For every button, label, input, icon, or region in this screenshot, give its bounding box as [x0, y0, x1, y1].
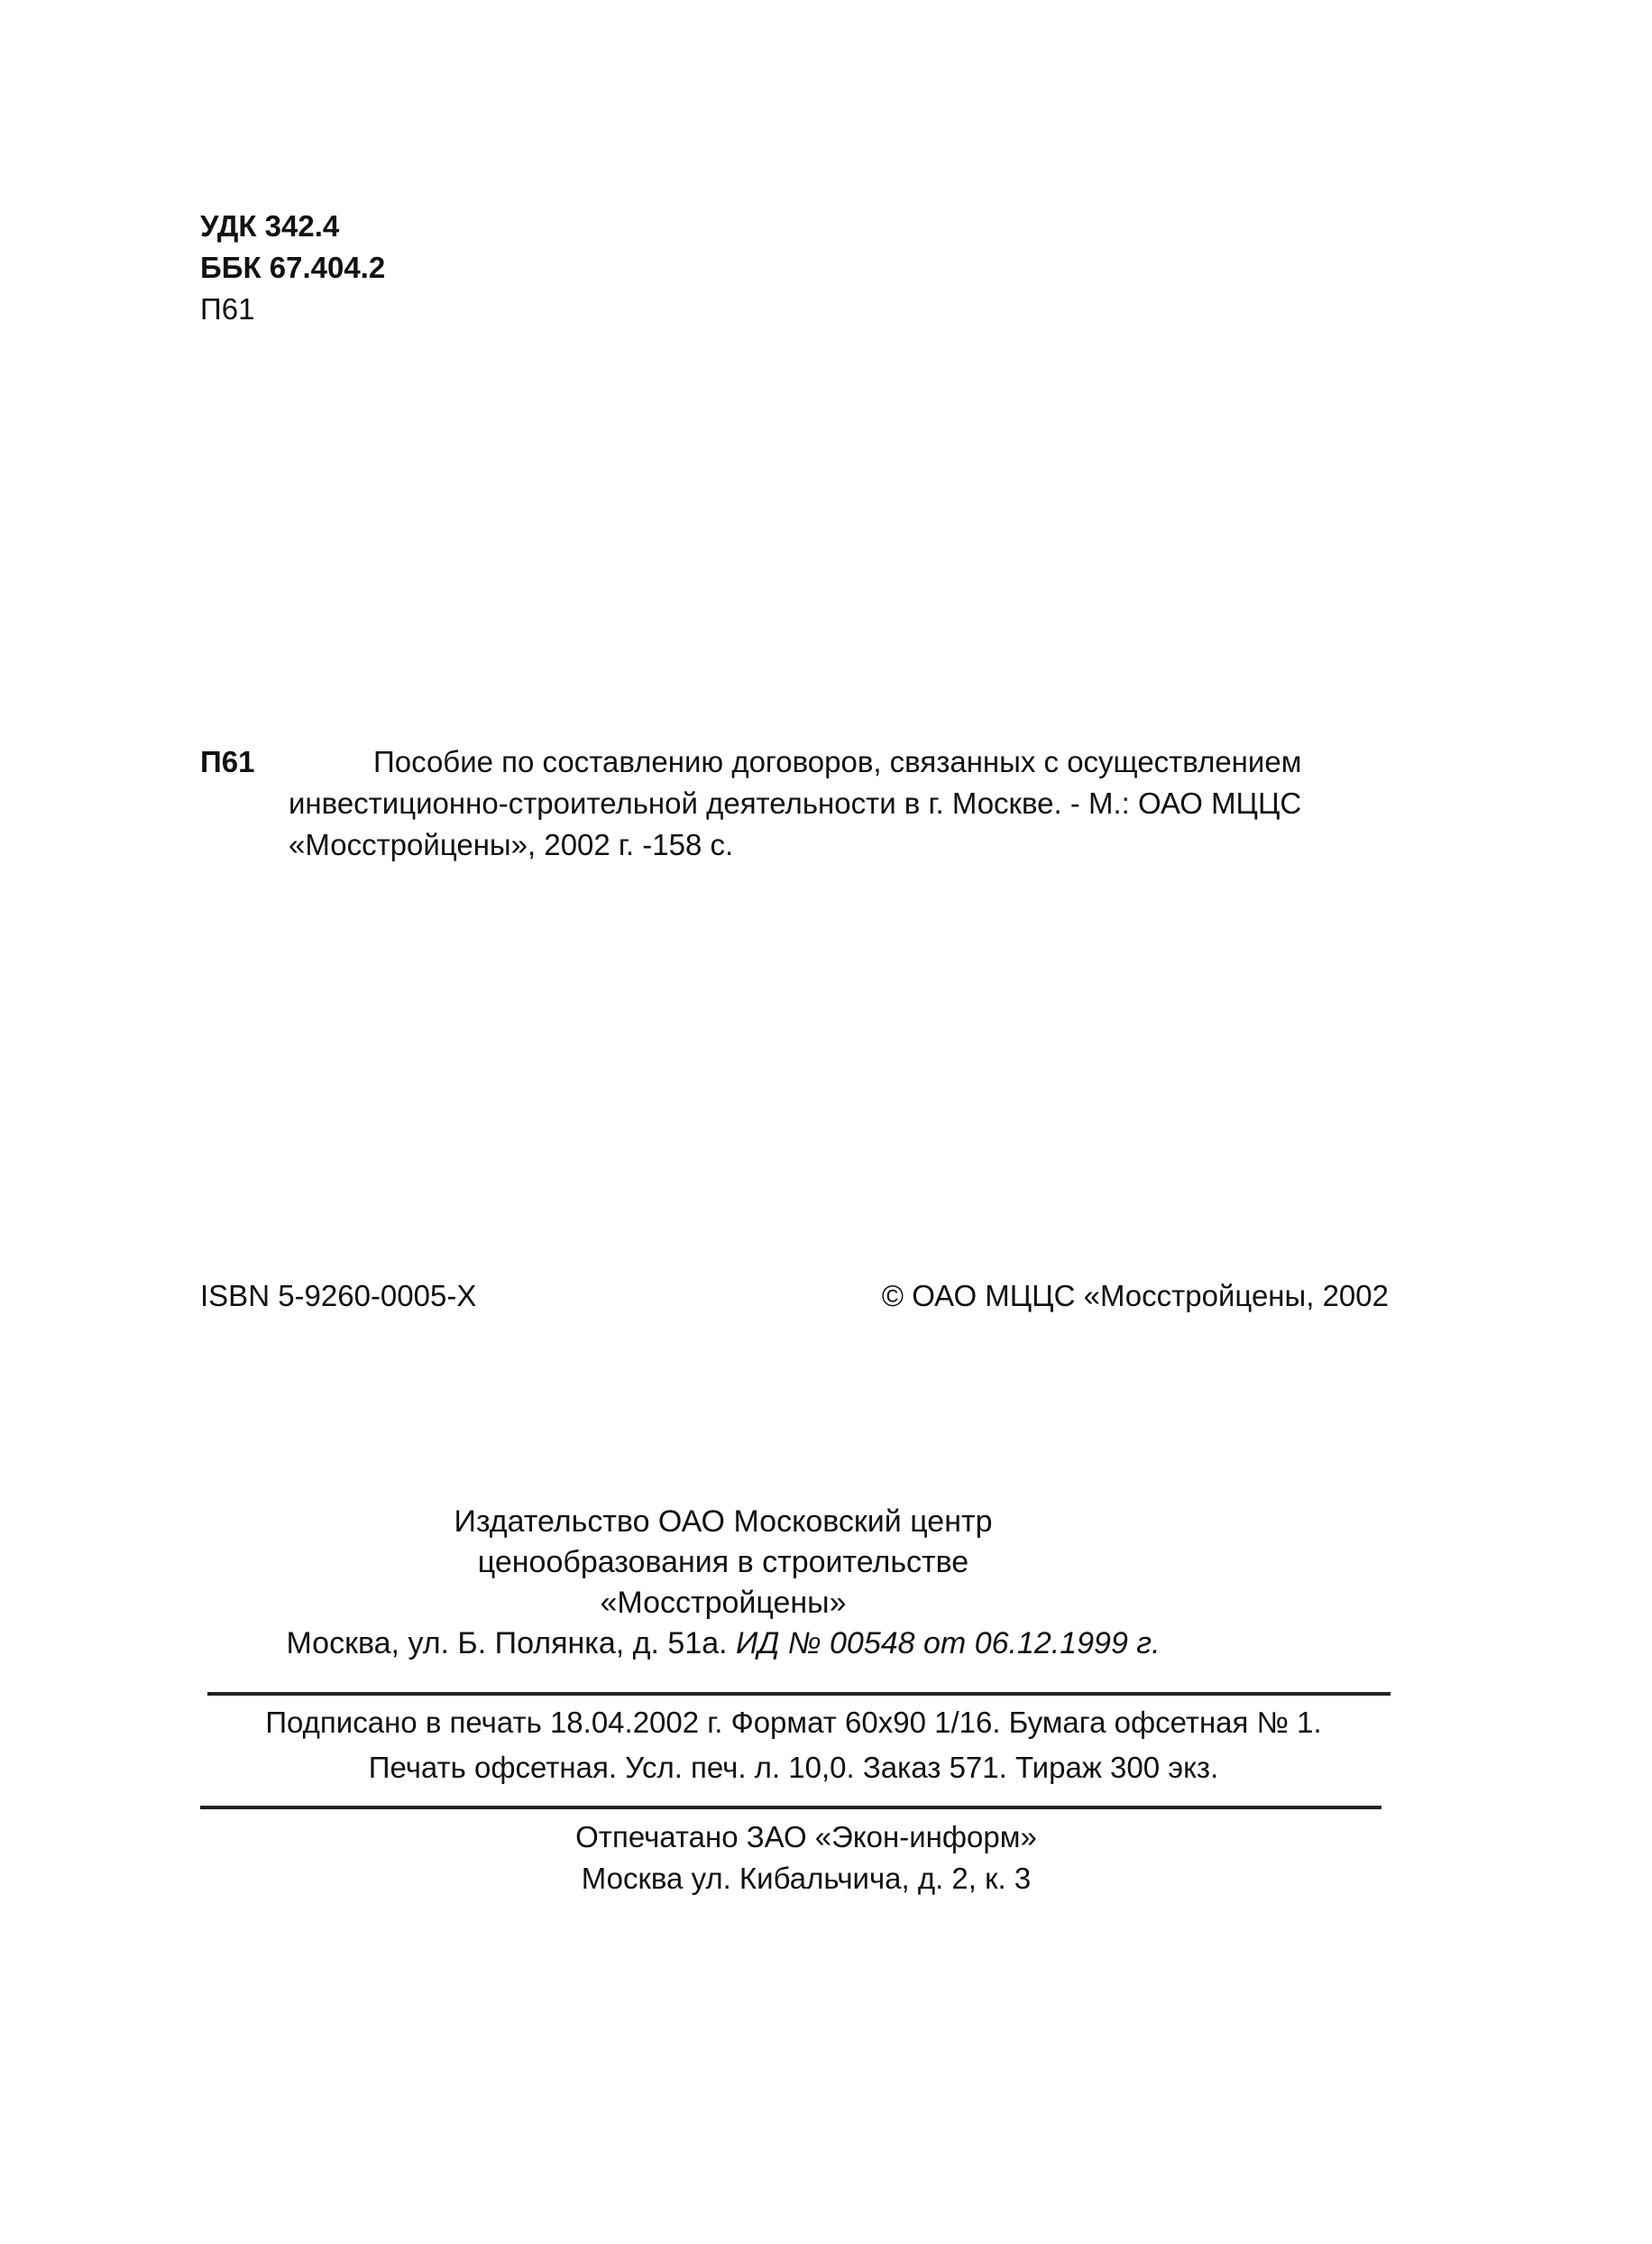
publisher-address-line	[0, 1623, 1446, 1664]
biblio-line-1: Пособие по составлению договоров, связанных с осуществлением	[373, 745, 1302, 778]
divider-top	[207, 1692, 1390, 1696]
publisher-line-3: «Мосстройцены»	[600, 1586, 847, 1620]
isbn: ISBN 5-9260-0005-Х	[200, 1279, 477, 1312]
biblio-text	[289, 741, 1390, 866]
print-info-line-2: Печать офсетная. Усл. печ. л. 10,0. Заказ 571. Тираж 300 экз.	[368, 1751, 1219, 1784]
printer-line-2: Москва ул. Кибальчича, д. 2, к. 3	[581, 1862, 1032, 1895]
printer-info	[0, 1816, 1612, 1899]
udk-code: УДК 342.4	[200, 209, 340, 243]
publisher-license: ИД № 00548 от 06.12.1999 г.	[736, 1626, 1161, 1660]
author-mark: П61	[200, 292, 255, 326]
copyright: © ОАО МЦЦС «Мосстройцены, 2002	[881, 1279, 1389, 1312]
print-info-line-1: Подписано в печать 18.04.2002 г. Формат 60х90 1/16. Бумага офсетная № 1.	[265, 1706, 1322, 1739]
bbk-code: ББК 67.404.2	[200, 251, 386, 284]
print-info	[0, 1700, 1587, 1790]
biblio-line-2: инвестиционно-строительной деятельности в г. Москве. - М.: ОАО МЦЦС	[289, 786, 1302, 820]
publisher-line-1: Издательство ОАО Московский центр	[454, 1504, 993, 1539]
publisher-address: Москва, ул. Б. Полянка, д. 51а.	[286, 1626, 728, 1660]
publisher-info	[0, 1502, 1446, 1664]
bibliographic-description	[200, 741, 1390, 866]
classification-codes	[200, 206, 385, 330]
biblio-line-3: «Мосстройцены», 2002 г. -158 с.	[289, 828, 734, 861]
biblio-author-mark: П61	[200, 745, 255, 778]
publisher-line-2: ценообразования в строительстве	[477, 1545, 969, 1579]
printer-line-1: Отпечатано ЗАО «Экон-информ»	[575, 1820, 1037, 1853]
divider-bottom	[200, 1806, 1381, 1809]
